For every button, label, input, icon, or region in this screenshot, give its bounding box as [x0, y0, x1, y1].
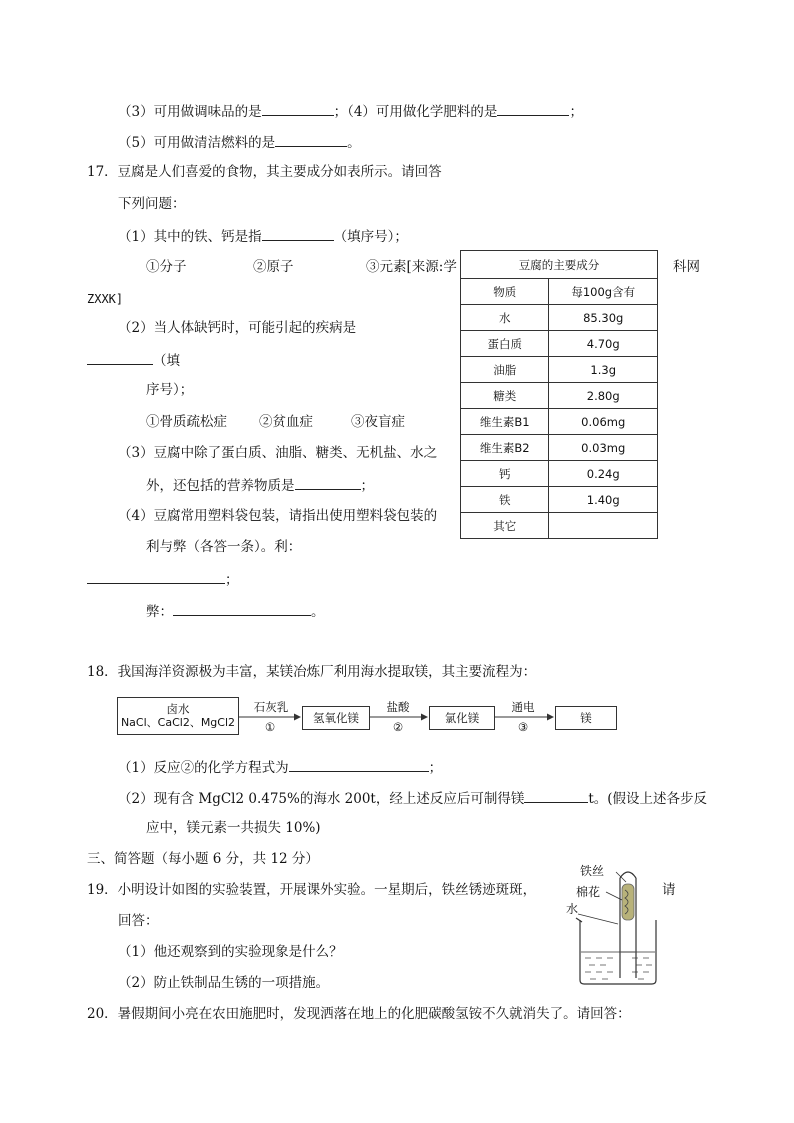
q18-stem: 18．我国海洋资源极为丰富，某镁冶炼厂利用海水提取镁，其主要流程为：: [87, 664, 537, 680]
table-cell: 维生素B2: [461, 435, 549, 461]
column-header: 物质: [461, 279, 549, 305]
q18-part2: （2）现有含 MgCl2 0.475%的海水 200t，经上述反应后可制得镁 t。(假设上述各步反: [118, 788, 707, 808]
q17-stem: 17．豆腐是人们喜爱的食物，其主要成分如表所示。请回答: [87, 164, 442, 180]
q17-p1-option-3: ③元素[来源:学: [366, 259, 457, 275]
table-cell: 0.24g: [549, 461, 658, 487]
q19-stem-tail: 请: [662, 882, 676, 898]
q17-p2-option-2: ②贫血症: [259, 414, 313, 430]
table-cell: 1.3g: [549, 357, 658, 383]
label-cotton: 棉花: [576, 885, 601, 899]
q19-part1: （1）他还观察到的实验现象是什么？: [118, 944, 343, 960]
column-header: 每100g含有: [549, 279, 658, 305]
label-iron-wire: 铁丝: [580, 864, 605, 878]
q17-part1: （1）其中的铁、钙是指 （填序号）；: [118, 226, 408, 246]
arrow-1-step: ①: [264, 720, 276, 734]
answer-blank[interactable]: [524, 788, 588, 803]
table-cell: 糖类: [461, 383, 549, 409]
table-cell: 其它: [461, 513, 549, 539]
q17-part4: （4）豆腐常用塑料袋包装，请指出使用塑料袋包装的: [118, 508, 438, 524]
section-heading: 三、简答题（每小题 6 分，共 12 分）: [87, 851, 319, 867]
table-cell: 蛋白质: [461, 331, 549, 357]
beaker-testtube-illustration: [560, 858, 670, 988]
table-cell: 85.30g: [549, 305, 658, 331]
arrow-1-reagent: 石灰乳: [253, 700, 289, 714]
answer-blank[interactable]: [289, 757, 429, 772]
source-tag-tail-2: ZXXK]: [87, 292, 124, 306]
q17-p1-option-2: ②原子: [253, 259, 294, 275]
rust-experiment-figure: [560, 858, 670, 988]
flow-box-mg-hydroxide: 氢氧化镁: [302, 706, 370, 730]
q17-part3-cont: 外，还包括的营养物质是 ；: [146, 475, 374, 495]
arrow-3-step: ③: [517, 720, 529, 734]
q17-p2-option-1: ①骨质疏松症: [146, 414, 227, 430]
q20-stem: 20．暑假期间小亮在农田施肥时，发现洒落在地上的化肥碳酸氢铵不久就消失了。请回答：: [87, 1006, 631, 1022]
flow-box-brine: 卤水 NaCl、CaCl2、MgCl2: [117, 697, 239, 735]
table-cell: 钙: [461, 461, 549, 487]
q19-stem-cont: 回答：: [118, 913, 159, 929]
q17-part2: （2）当人体缺钙时，可能引起的疾病是: [118, 320, 357, 336]
q18-part2-cont: 应中，镁元素一共损失 10%): [146, 820, 321, 836]
q17-p1-option-1: ①分子: [146, 259, 187, 275]
q17-part2-fill-cont: 序号）；: [146, 382, 194, 398]
arrow-3-reagent: 通电: [511, 700, 535, 714]
q18-part1: （1）反应②的化学方程式为 ；: [118, 757, 442, 777]
flow-box-magnesium: 镁: [555, 706, 617, 730]
label-water: 水: [566, 902, 579, 916]
q16-line-5: （5）可用做清洁燃料的是 。: [118, 132, 361, 152]
table-cell: 油脂: [461, 357, 549, 383]
q17-part4-bi: 弊： 。: [146, 601, 325, 621]
table-cell: 水: [461, 305, 549, 331]
table-cell: 2.80g: [549, 383, 658, 409]
arrow-2-step: ②: [392, 720, 404, 734]
table-title: 豆腐的主要成分: [461, 251, 658, 279]
q17-part2-fill: （填: [87, 350, 180, 370]
table-cell: 0.03mg: [549, 435, 658, 461]
q19-stem: 19．小明设计如图的实验装置，开展课外实验。一星期后，铁丝锈迹斑斑，: [87, 882, 537, 898]
table-cell: 铁: [461, 487, 549, 513]
table-cell: 4.70g: [549, 331, 658, 357]
q16-line-3-4: （3）可用做调味品的是 ；（4）可用做化学肥料的是 ；: [118, 101, 583, 121]
table-cell: 1.40g: [549, 487, 658, 513]
q17-part4-cont: 利与弊（各答一条）。利：: [146, 539, 302, 555]
q17-stem-cont: 下列问题：: [118, 196, 186, 212]
q17-part3: （3）豆腐中除了蛋白质、油脂、糖类、无机盐、水之: [118, 445, 438, 461]
q17-p2-option-3: ③夜盲症: [351, 414, 405, 430]
arrow-2-reagent: 盐酸: [386, 700, 410, 714]
table-cell: 0.06mg: [549, 409, 658, 435]
source-tag-tail: 科网: [673, 259, 700, 275]
flow-box-mg-chloride: 氯化镁: [429, 706, 495, 730]
q19-part2: （2）防止铁制品生锈的一项措施。: [118, 975, 330, 991]
table-cell: 维生素B1: [461, 409, 549, 435]
q17-part4-li: ；: [87, 569, 239, 589]
